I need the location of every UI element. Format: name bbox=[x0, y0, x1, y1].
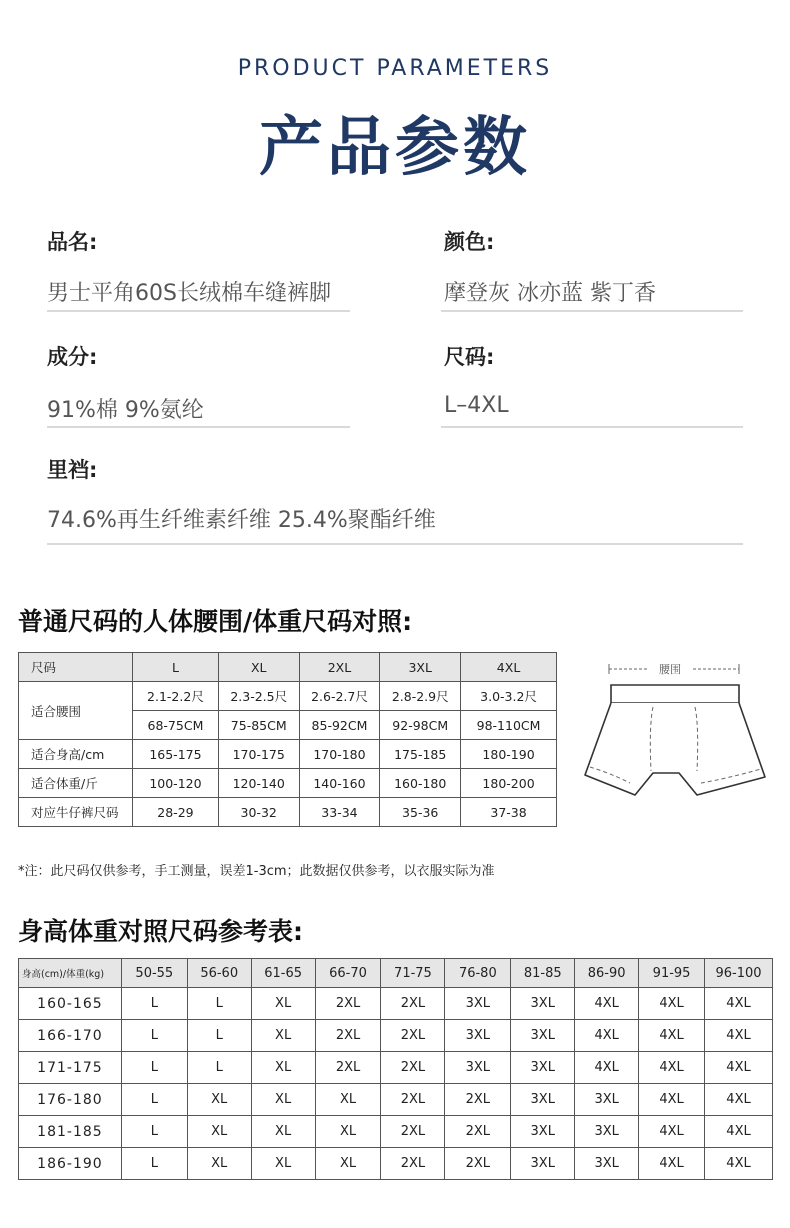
height-range-cell: 160-165 bbox=[19, 988, 122, 1020]
jeans-cell: 28-29 bbox=[133, 798, 219, 827]
waist-chi-cell: 3.0-3.2尺 bbox=[461, 682, 557, 711]
jeans-cell: 30-32 bbox=[218, 798, 299, 827]
size-cell: 4XL bbox=[705, 1084, 773, 1116]
size-cell: 4XL bbox=[705, 1148, 773, 1180]
size-cell: 4XL bbox=[639, 1084, 705, 1116]
size-cell: XL bbox=[315, 1116, 381, 1148]
size-cell: 2XL bbox=[381, 1148, 445, 1180]
size-cell: 3XL bbox=[511, 1148, 575, 1180]
size-cell: 3XL bbox=[445, 1052, 511, 1084]
waist-chi-cell: 2.3-2.5尺 bbox=[218, 682, 299, 711]
table-row bbox=[19, 1148, 773, 1180]
weight-col: 76-80 bbox=[445, 959, 511, 988]
waist-chi-cell: 2.6-2.7尺 bbox=[299, 682, 380, 711]
waist-cm-cell: 85-92CM bbox=[299, 711, 380, 740]
size-cell: XL bbox=[251, 1084, 315, 1116]
jeans-cell: 37-38 bbox=[461, 798, 557, 827]
size-cell: XL bbox=[251, 988, 315, 1020]
size-cell: XL bbox=[187, 1148, 251, 1180]
size-cell: 3XL bbox=[575, 1116, 639, 1148]
weight-col: 81-85 bbox=[511, 959, 575, 988]
size-cell: 3XL bbox=[511, 1084, 575, 1116]
size-cell: 3XL bbox=[445, 1020, 511, 1052]
subtitle-en: PRODUCT PARAMETERS bbox=[237, 56, 553, 81]
brief-body-outline bbox=[585, 703, 765, 795]
waist-label: 适合腰围 bbox=[19, 682, 133, 740]
lining-label: 里裆: bbox=[47, 458, 98, 482]
height-range-cell: 181-185 bbox=[19, 1116, 122, 1148]
size-cell: XL bbox=[187, 1116, 251, 1148]
waist-row bbox=[19, 682, 557, 711]
weight-cell: 160-180 bbox=[380, 769, 461, 798]
color-divider bbox=[441, 310, 743, 312]
table-row bbox=[19, 1116, 773, 1148]
size-cell: 2XL bbox=[381, 1116, 445, 1148]
ref-table-heading: 身高体重对照尺码参考表: bbox=[18, 917, 303, 946]
weight-cell: 120-140 bbox=[218, 769, 299, 798]
size-cell: 3XL bbox=[575, 1148, 639, 1180]
size-cell: 4XL bbox=[705, 988, 773, 1020]
size-cell: 2XL bbox=[381, 1020, 445, 1052]
size-cell: L bbox=[121, 1084, 187, 1116]
size-cell: 2XL bbox=[381, 988, 445, 1020]
size-label: 尺码: bbox=[444, 345, 495, 369]
table-row bbox=[19, 1020, 773, 1052]
jeans-cell: 33-34 bbox=[299, 798, 380, 827]
waist-cm-cell: 75-85CM bbox=[218, 711, 299, 740]
weight-col: 56-60 bbox=[187, 959, 251, 988]
size-cell: L bbox=[121, 1116, 187, 1148]
size-col: 3XL bbox=[380, 653, 461, 682]
weight-col: 66-70 bbox=[315, 959, 381, 988]
height-row bbox=[19, 740, 557, 769]
boxer-briefs-diagram bbox=[575, 655, 775, 815]
size-cell: 4XL bbox=[639, 988, 705, 1020]
size-cell: 2XL bbox=[315, 1020, 381, 1052]
size-cell: L bbox=[187, 1020, 251, 1052]
size-cell: 4XL bbox=[575, 1052, 639, 1084]
size-cell: XL bbox=[251, 1052, 315, 1084]
size-cell: L bbox=[121, 988, 187, 1020]
size-cell: 3XL bbox=[575, 1084, 639, 1116]
size-header-label: 尺码 bbox=[19, 653, 133, 682]
page-title: 产品参数 bbox=[259, 111, 531, 185]
composition-value: 91%棉 9%氨纶 bbox=[47, 398, 204, 423]
size-cell: 3XL bbox=[511, 1020, 575, 1052]
size-cell: 2XL bbox=[445, 1116, 511, 1148]
height-cell: 170-175 bbox=[218, 740, 299, 769]
table-row bbox=[19, 1052, 773, 1084]
size-cell: 2XL bbox=[445, 1148, 511, 1180]
ref-table bbox=[18, 958, 773, 1180]
size-cell: XL bbox=[251, 1116, 315, 1148]
weight-cell: 180-200 bbox=[461, 769, 557, 798]
size-cell: XL bbox=[315, 1148, 381, 1180]
name-value: 男士平角60S长绒棉车缝裤脚 bbox=[47, 281, 331, 306]
size-cell: 4XL bbox=[639, 1020, 705, 1052]
waistband-outline bbox=[611, 685, 739, 703]
waist-diagram-label: 腰围 bbox=[659, 663, 681, 676]
ref-corner-label: 身高(cm)/体重(kg) bbox=[19, 959, 122, 988]
size-cell: XL bbox=[251, 1148, 315, 1180]
height-range-cell: 166-170 bbox=[19, 1020, 122, 1052]
size-col: XL bbox=[218, 653, 299, 682]
size-cell: 2XL bbox=[315, 988, 381, 1020]
weight-label: 适合体重/斤 bbox=[19, 769, 133, 798]
waist-cm-cell: 98-110CM bbox=[461, 711, 557, 740]
size-cell: L bbox=[121, 1148, 187, 1180]
waist-cm-cell: 68-75CM bbox=[133, 711, 219, 740]
size-cell: XL bbox=[251, 1020, 315, 1052]
size-cell: L bbox=[187, 988, 251, 1020]
weight-col: 71-75 bbox=[381, 959, 445, 988]
height-range-cell: 171-175 bbox=[19, 1052, 122, 1084]
size-divider bbox=[441, 426, 743, 428]
size-col: 4XL bbox=[461, 653, 557, 682]
size-cell: L bbox=[121, 1020, 187, 1052]
size-note: *注：此尺码仅供参考，手工测量，误差1-3cm；此数据仅供参考，以衣服实际为准 bbox=[18, 864, 495, 879]
size-cell: 3XL bbox=[511, 988, 575, 1020]
height-cell: 165-175 bbox=[133, 740, 219, 769]
size-cell: 2XL bbox=[381, 1052, 445, 1084]
height-range-cell: 186-190 bbox=[19, 1148, 122, 1180]
size-cell: 4XL bbox=[575, 988, 639, 1020]
size-cell: 3XL bbox=[445, 988, 511, 1020]
size-chart-heading: 普通尺码的人体腰围/体重尺码对照: bbox=[18, 607, 413, 636]
weight-col: 91-95 bbox=[639, 959, 705, 988]
size-cell: L bbox=[187, 1052, 251, 1084]
weight-cell: 100-120 bbox=[133, 769, 219, 798]
size-cell: 3XL bbox=[511, 1052, 575, 1084]
size-cell: 3XL bbox=[511, 1116, 575, 1148]
size-cell: 4XL bbox=[639, 1116, 705, 1148]
height-cell: 180-190 bbox=[461, 740, 557, 769]
waist-cm-cell: 92-98CM bbox=[380, 711, 461, 740]
weight-col: 61-65 bbox=[251, 959, 315, 988]
size-chart-header-row bbox=[19, 653, 557, 682]
size-cell: 4XL bbox=[705, 1116, 773, 1148]
size-cell: 4XL bbox=[639, 1052, 705, 1084]
jeans-row bbox=[19, 798, 557, 827]
color-label: 颜色: bbox=[444, 230, 495, 254]
size-cell: XL bbox=[315, 1084, 381, 1116]
jeans-cell: 35-36 bbox=[380, 798, 461, 827]
size-cell: 4XL bbox=[639, 1148, 705, 1180]
ref-table-body bbox=[19, 988, 773, 1180]
waist-chi-cell: 2.1-2.2尺 bbox=[133, 682, 219, 711]
size-col: 2XL bbox=[299, 653, 380, 682]
size-cell: 4XL bbox=[705, 1020, 773, 1052]
lining-value: 74.6%再生纤维素纤维 25.4%聚酯纤维 bbox=[47, 508, 436, 533]
weight-col: 96-100 bbox=[705, 959, 773, 988]
table-row bbox=[19, 988, 773, 1020]
waist-chi-cell: 2.8-2.9尺 bbox=[380, 682, 461, 711]
weight-cell: 140-160 bbox=[299, 769, 380, 798]
size-cell: 4XL bbox=[575, 1020, 639, 1052]
table-row bbox=[19, 1084, 773, 1116]
size-cell: L bbox=[121, 1052, 187, 1084]
composition-divider bbox=[47, 426, 350, 428]
size-cell: 2XL bbox=[381, 1084, 445, 1116]
height-range-cell: 176-180 bbox=[19, 1084, 122, 1116]
weight-col: 50-55 bbox=[121, 959, 187, 988]
size-cell: 2XL bbox=[445, 1084, 511, 1116]
ref-header-row bbox=[19, 959, 773, 988]
jeans-label: 对应牛仔裤尺码 bbox=[19, 798, 133, 827]
size-value: L–4XL bbox=[444, 393, 509, 418]
size-cell: 2XL bbox=[315, 1052, 381, 1084]
weight-row bbox=[19, 769, 557, 798]
size-cell: 4XL bbox=[705, 1052, 773, 1084]
height-cell: 170-180 bbox=[299, 740, 380, 769]
size-col: L bbox=[133, 653, 219, 682]
color-value: 摩登灰 冰亦蓝 紫丁香 bbox=[444, 281, 656, 306]
size-chart-table bbox=[18, 652, 557, 827]
height-cell: 175-185 bbox=[380, 740, 461, 769]
composition-label: 成分: bbox=[47, 345, 98, 369]
lining-divider bbox=[47, 543, 743, 545]
weight-col: 86-90 bbox=[575, 959, 639, 988]
name-label: 品名: bbox=[47, 230, 98, 254]
height-label: 适合身高/cm bbox=[19, 740, 133, 769]
name-divider bbox=[47, 310, 350, 312]
size-cell: XL bbox=[187, 1084, 251, 1116]
